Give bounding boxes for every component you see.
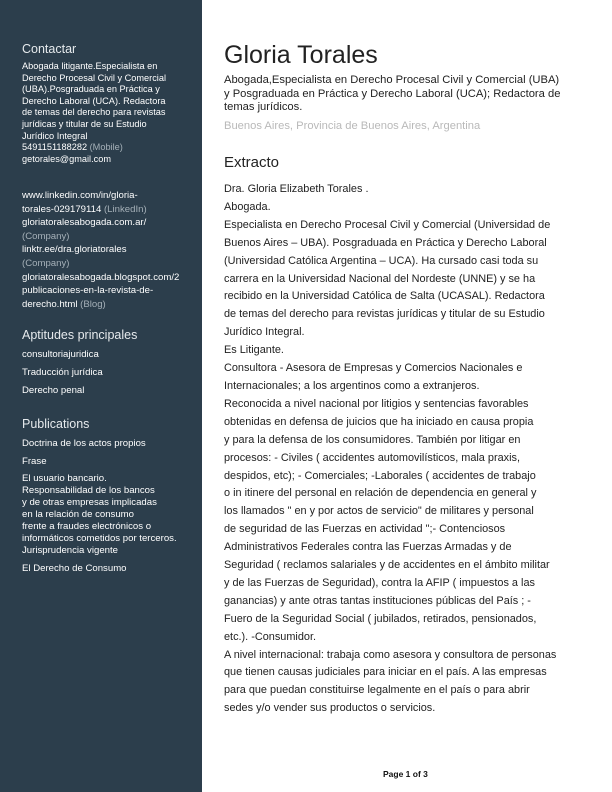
- bio-line: (UBA).Posgraduada en Práctica y: [22, 84, 160, 95]
- company-link-2[interactable]: linktr.ee/dra.gloriatorales: [22, 244, 127, 256]
- summary-line: Consultora - Asesora de Empresas y Comercios Nacionales e: [224, 362, 523, 375]
- publication-line[interactable]: informáticos cometidos por terceros.: [22, 533, 177, 544]
- skill-item: Derecho penal: [22, 385, 85, 396]
- company-label-1: (Company): [22, 230, 70, 242]
- summary-line: A nivel internacional: trabaja como asesora y consultora de personas: [224, 648, 557, 661]
- linkedin-label: (LinkedIn): [103, 203, 147, 215]
- publication-line[interactable]: en la relación de consumo: [22, 509, 134, 520]
- linkedin-url-line1[interactable]: www.linkedin.com/in/gloria-: [22, 190, 138, 201]
- bio-line: jurídicas y titular de su Estudio: [22, 118, 147, 129]
- page-number: Page 1 of 3: [383, 769, 428, 779]
- linkedin-link[interactable]: [22, 189, 202, 216]
- summary-line: Reconocida a nivel nacional por litigios y sentencias favorables: [224, 397, 529, 410]
- bio-line: de temas del derecho para revistas: [22, 107, 166, 118]
- summary-line: carrera en la Universidad Nacional del Nordeste (UNNE) y se ha: [224, 272, 536, 285]
- summary-line: los llamados " en y por actos de servicio" de militares y personal: [224, 505, 534, 518]
- summary-line: que tienen causas judiciales para iniciar en el país. A las empresas: [224, 666, 547, 679]
- publication-item[interactable]: Doctrina de los actos propios: [22, 438, 146, 449]
- headline-line: y Posgraduada en Práctica y Derecho Laboral (UCA); Redactora de: [224, 87, 561, 100]
- blog-url-line1[interactable]: gloriatoralesabogada.blogspot.com/2: [22, 271, 180, 283]
- phone-number[interactable]: 5491151188282: [22, 142, 88, 153]
- contact-section: [22, 42, 202, 165]
- blog-url-line2[interactable]: publicaciones-en-la-revista-de-: [22, 285, 154, 297]
- profile-name: Gloria Torales: [224, 41, 378, 69]
- summary-line: y de las Fuerzas de Seguridad), contra la AFIP ( impuestos a las: [224, 576, 535, 589]
- summary-line: etc.). -Consumidor.: [224, 630, 316, 643]
- skill-item: Traducción jurídica: [22, 367, 103, 378]
- bio-line: Derecho Procesal Civil y Comercial: [22, 72, 166, 83]
- phone-row: [22, 142, 202, 154]
- company-label-2: (Company): [22, 257, 70, 269]
- publication-line[interactable]: frente a fraudes electrónicos o: [22, 521, 152, 532]
- headline-line: Abogada,Especialista en Derecho Procesal Civil y Comercial (UBA): [224, 74, 560, 86]
- publication-line[interactable]: y de otras empresas implicadas: [22, 497, 157, 508]
- summary-line: Dra. Gloria Elizabeth Torales .: [224, 183, 369, 195]
- summary-line: Seguridad ( reclamos salariales y de accidentes en el ámbito militar: [224, 559, 550, 572]
- email-link[interactable]: getorales@gmail.com: [22, 153, 111, 164]
- profile-headline: [224, 74, 594, 115]
- skills-heading: Aptitudes principales: [22, 328, 138, 342]
- summary-line: sedes y/o vender sus productos o servicios.: [224, 702, 436, 715]
- headline-line: temas jurídicos.: [224, 101, 303, 114]
- summary-line: de seguridad de las Fuerzas en actividad ";- Contenciosos: [224, 523, 506, 536]
- summary-line: para que puedan constituirse legalmente en el país o para abrir: [224, 684, 530, 697]
- summary-line: y para la defensa de los consumidores. También por litigar en: [224, 433, 521, 446]
- blog-label: (Blog): [80, 298, 106, 310]
- publication-line[interactable]: El usuario bancario.: [22, 473, 107, 484]
- summary-line: Buenos Aires – UBA). Posgraduada en Práctica y Derecho Laboral: [224, 236, 547, 249]
- phone-label: (Mobile): [89, 142, 123, 153]
- summary-line: Especialista en Derecho Procesal Civil y Comercial (Universidad de: [224, 218, 551, 231]
- summary-line: Fuero de la Seguridad Social ( jubilados, retirados, pensionados,: [224, 612, 537, 625]
- publication-item[interactable]: Frase: [22, 455, 47, 467]
- summary-line: Internacionales; a los argentinos como a extranjeros.: [224, 379, 480, 392]
- skills-section: [22, 328, 202, 403]
- summary-line: o in itinere del personal en relación de dependencia en general y: [224, 487, 537, 500]
- bio-line: Jurídico Integral: [22, 130, 88, 141]
- summary-line: recibido en la Universidad Católica de Salta (UCASAL). Redactora: [224, 290, 545, 303]
- publication-item[interactable]: El Derecho de Consumo: [22, 562, 127, 574]
- blog-url-line3[interactable]: derecho.html: [22, 298, 78, 310]
- linkedin-url-line2[interactable]: torales-029179114: [22, 203, 102, 215]
- summary-line: procesos: - Civiles ( accidentes automovilísticos, mala praxis,: [224, 451, 520, 464]
- contact-bio: [22, 61, 202, 165]
- skill-item: consultoriajuridica: [22, 349, 99, 360]
- publication-item[interactable]: [22, 473, 202, 557]
- summary-line: (Universidad Católica Argentina – UCA). Ha cursado casi toda su: [224, 254, 539, 267]
- summary-line: de temas del derecho para revistas jurídicas y titular de su Estudio: [224, 308, 545, 321]
- summary-line: Jurídico Integral.: [224, 326, 305, 339]
- publications-section: [22, 417, 202, 575]
- summary-heading: Extracto: [224, 154, 280, 171]
- blog-link[interactable]: [22, 271, 202, 312]
- bio-line: Abogada litigante.Especialista en: [22, 61, 158, 71]
- bio-line: Derecho Laboral (UCA). Redactora: [22, 95, 166, 106]
- summary-line: Administrativos Federales contra las Fuerzas Armadas y de: [224, 541, 512, 554]
- contact-heading: Contactar: [22, 42, 77, 56]
- publications-heading: Publications: [22, 417, 90, 431]
- links-list: [22, 189, 202, 311]
- profile-location: Buenos Aires, Provincia de Buenos Aires, Argentina: [224, 120, 481, 132]
- summary-line: ganancias) y ante otras tantas instituciones públicas del País ; -: [224, 594, 531, 607]
- summary-line: Es Litigante.: [224, 344, 284, 357]
- links-section: [22, 189, 202, 311]
- summary-text: [224, 181, 592, 718]
- summary-line: Abogada.: [224, 200, 271, 213]
- publication-line[interactable]: Responsabilidad de los bancos: [22, 485, 155, 496]
- summary-line: obtenidas en defensa de juicios que ha iniciado en causa propia: [224, 415, 534, 428]
- publication-line[interactable]: Jurisprudencia vigente: [22, 545, 118, 556]
- sidebar: [0, 0, 202, 792]
- company-link-1[interactable]: gloriatoralesabogada.com.ar/: [22, 217, 147, 229]
- summary-line: despidos, etc); - Comerciales; -Laborales ( accidentes de trabajo: [224, 469, 536, 482]
